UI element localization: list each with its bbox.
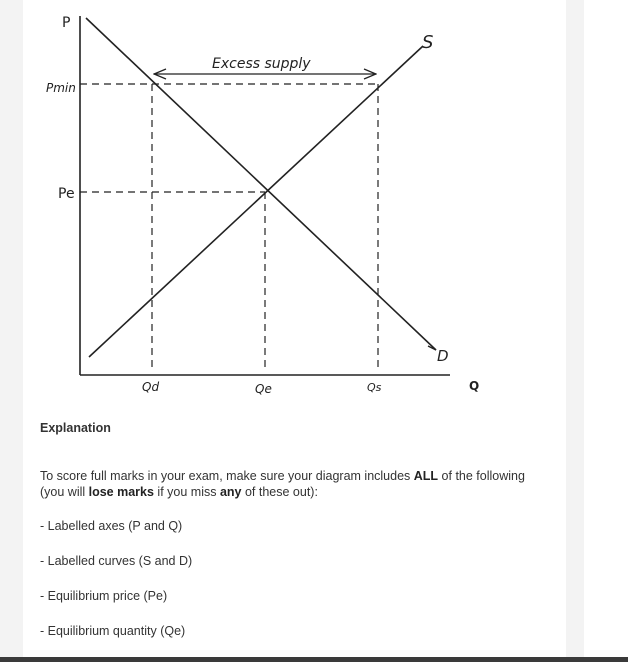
qe-label: Qe [255,382,272,396]
exam-instructions [40,468,550,500]
explanation-heading: Explanation [40,421,111,435]
qs-label: Qs [367,381,382,394]
price-axis-label: P [62,15,71,31]
supply-curve [89,46,423,357]
checklist-item-quantity: - Equilibrium quantity (Qe) [40,624,186,638]
demand-curve-label: D [437,347,449,365]
pmin-label: Pmin [46,81,76,95]
intro-emphasis-lose-marks: lose marks [88,485,154,499]
bottom-bar [0,657,628,662]
pe-label: Pe [58,186,75,202]
checklist-item-axes: - Labelled axes (P and Q) [40,519,183,533]
intro-text-2: of the following (you will [40,469,525,499]
intro-text-4: of these out): [241,485,318,499]
intro-text-1: To score full marks in your exam, make sure your diagram includes [40,469,414,483]
intro-emphasis-any: any [219,485,242,499]
quantity-axis-label: Q [469,379,480,393]
supply-curve-label: S [422,32,434,53]
intro-text-3: if you miss [153,485,220,499]
qd-label: Qd [142,380,160,394]
excess-supply-label: Excess supply [212,56,311,72]
checklist-item-curves: - Labelled curves (S and D) [40,554,193,568]
checklist-item-price: - Equilibrium price (Pe) [40,589,168,603]
intro-emphasis-all: ALL [413,469,439,483]
